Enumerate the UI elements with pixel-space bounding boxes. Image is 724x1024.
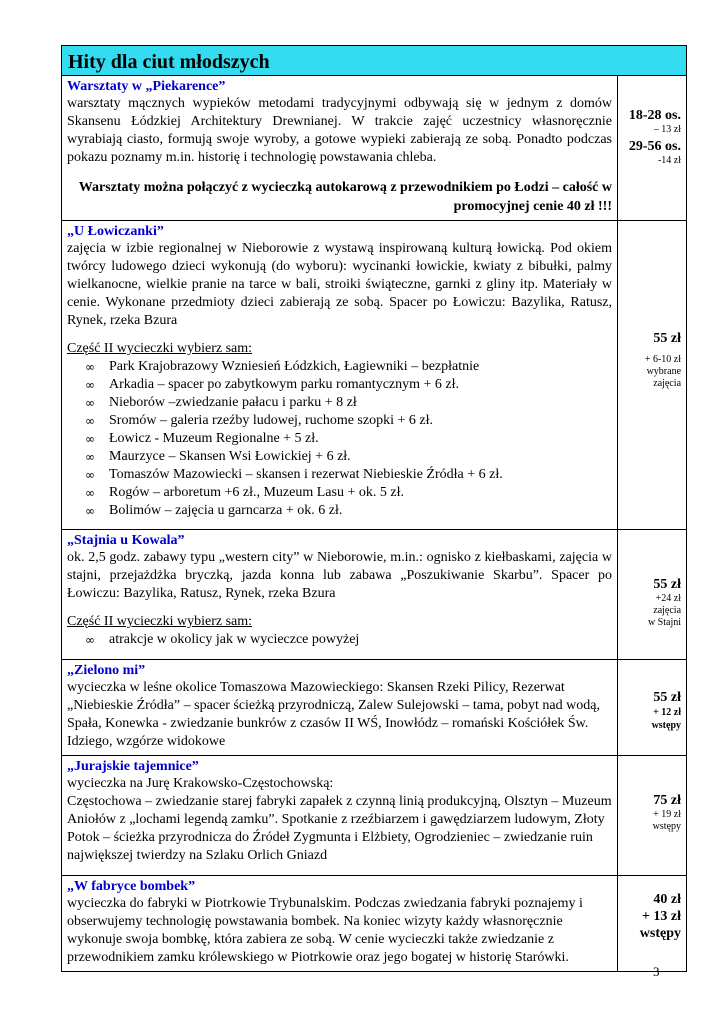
list-item: ∞ Park Krajobrazowy Wzniesień Łódzkich, Łagiewniki – bezpłatnie <box>85 359 480 374</box>
offer-text: wycieczka do fabryki w Piotrkowie Trybunalskim. Podczas zwiedzania fabryki poznajemy i obserwujemy technologię powstawania bombek. Na koniec wizyty każdy własnoręcznie wykonuje swoja bombkę, która zabiera ze sobą. W cenie wycieczki także zwiedzanie z przewodnikiem zamku królewskiego w Piotrkowie oraz jego bogatej w historię Starówki. <box>67 896 583 965</box>
price-line: zajęcia <box>653 605 682 616</box>
list-item: ∞ Tomaszów Mazowiecki – skansen i rezerwat Niebieskie Źródła + 6 zł. <box>85 467 503 482</box>
list-item: ∞ atrakcje w okolicy jak w wycieczce powyżej <box>85 632 360 647</box>
offer-title: „W fabryce bombek” <box>67 879 196 894</box>
offer-description <box>62 660 618 756</box>
bullet-icon: ∞ <box>85 396 95 410</box>
options-heading: Część II wycieczki wybierz sam: <box>67 614 253 629</box>
list-item: ∞ Rogów – arboretum +6 zł., Muzeum Lasu + ok. 5 zł. <box>85 485 404 500</box>
offer-description <box>62 76 618 221</box>
offer-title: „Jurajskie tajemnice” <box>67 759 199 774</box>
list-item: ∞ Sromów – galeria rzeźby ludowej, ruchome szopki + 6 zł. <box>85 413 433 428</box>
bullet-icon: ∞ <box>85 504 95 518</box>
offer-title: „Stajnia u Kowala” <box>67 533 185 548</box>
price-line: 75 zł <box>653 793 682 808</box>
bullet-icon: ∞ <box>85 378 95 392</box>
price-line: – 13 zł <box>653 124 682 135</box>
price-line: 40 zł <box>653 892 682 907</box>
offer-row <box>62 530 687 660</box>
price-line: zajęcia <box>653 378 682 389</box>
price-line: -14 zł <box>657 155 682 166</box>
price-line: 55 zł <box>653 577 682 592</box>
offer-text: ok. 2,5 godz. zabawy typu „western city” w Nieborowie, m.in.: ognisko z kiełbaskami, zajęcia w stajni, przejażdżka bryczką, jazda konna lub zabawa „Poszukiwanie Skarbu”. Spacer po Łowiczu: Bazylika, Ratusz, Rynek, rzeka Bzura <box>67 550 612 601</box>
offer-description <box>62 530 618 660</box>
price-line: +24 zł <box>655 593 682 604</box>
page-number: 3 <box>653 964 660 979</box>
bullet-icon: ∞ <box>85 486 95 500</box>
offer-text: wycieczka na Jurę Krakowsko-Częstochowską: Częstochowa – zwiedzanie starej fabryki zapałek z czynną linią produkcyjną, Olsztyn – Muzeum Aniołów z „lochami legendą zamku”. Spotkanie z rzeźbiarzem i gawędziarzem ludowym, Złoty Potok – ścieżka przyrodnicza do Źródeł Zygmunta i Elżbiety, Ogrodzieniec – zwiedzanie ruin największej twierdzy na Szlaku Orlich Gniazd <box>67 776 612 863</box>
offer-description <box>62 876 618 972</box>
offer-price <box>618 221 687 530</box>
bullet-icon: ∞ <box>85 450 95 464</box>
section-title: Hity dla ciut młodszych <box>62 46 687 76</box>
price-line: 55 zł <box>653 331 682 346</box>
offer-price <box>618 756 687 876</box>
bullet-icon: ∞ <box>85 633 95 647</box>
offer-row <box>62 876 687 972</box>
offer-price <box>618 660 687 756</box>
list-item: ∞ Nieborów –zwiedzanie pałacu i parku + 8 zł <box>85 395 357 410</box>
offer-row <box>62 756 687 876</box>
offer-page <box>61 45 686 972</box>
bullet-icon: ∞ <box>85 432 95 446</box>
price-line: wstępy <box>651 720 682 731</box>
options-heading: Część II wycieczki wybierz sam: <box>67 341 253 356</box>
offer-price <box>618 76 687 221</box>
offer-title: „U Łowiczanki” <box>67 224 164 239</box>
offer-description <box>62 221 618 530</box>
price-line: + 12 zł <box>653 707 682 718</box>
list-item: ∞ Maurzyce – Skansen Wsi Łowickiej + 6 zł. <box>85 449 351 464</box>
list-item: ∞ Bolimów – zajęcia u garncarza + ok. 6 zł. <box>85 503 343 518</box>
price-line: + 6-10 zł <box>644 354 682 365</box>
offer-price <box>618 876 687 972</box>
offer-row <box>62 76 687 221</box>
bullet-icon: ∞ <box>85 360 95 374</box>
price-line: 55 zł <box>653 690 682 705</box>
price-line: 29-56 os. <box>628 139 682 154</box>
offer-price <box>618 530 687 660</box>
offer-text: wycieczka w leśne okolice Tomaszowa Mazowieckiego: Skansen Rzeki Pilicy, Rezerwat „Niebieskie Źródła” – spacer ścieżką przyrodniczą, Zalew Sulejowski – tama, pobyt nad wodą, Spała, Konewka - zwiedzanie bunkrów z czasów II WŚ, Inowłódz – romański Kościółek Św. Idziego, wzgórze widokowe <box>67 680 600 749</box>
bullet-icon: ∞ <box>85 468 95 482</box>
offer-description <box>62 756 618 876</box>
list-item: ∞ Arkadia – spacer po zabytkowym parku romantycznym + 6 zł. <box>85 377 460 392</box>
price-line: w Stajni <box>647 617 682 628</box>
options-list <box>67 358 612 520</box>
offer-text: zajęcia w izbie regionalnej w Nieborowie z wystawą inspirowaną kulturą łowicką. Pod okiem twórcy ludowego dzieci wykonują (do wyboru): wycinanki łowickie, kwiaty z bibułki, palmy wielkanocne, wielkie pranie na tarce w bali, stroiki świąteczne, garnki z gliny itp. Materiały w cenie. Wykonane przedmioty dzieci zabierają ze sobą. Spacer po Łowiczu: Bazylika, Ratusz, Rynek, rzeka Bzura <box>67 241 612 328</box>
offer-title: „Zielono mi” <box>67 663 146 678</box>
price-line: wybrane <box>646 366 682 377</box>
list-item: ∞ Łowicz - Muzeum Regionalne + 5 zł. <box>85 431 319 446</box>
price-line: + 19 zł <box>653 809 682 820</box>
offer-row <box>62 221 687 530</box>
options-list <box>67 631 612 649</box>
price-line: 18-28 os. <box>628 108 682 123</box>
bullet-icon: ∞ <box>85 414 95 428</box>
price-line: + 13 zł <box>641 909 682 924</box>
price-line: wstępy <box>652 821 682 832</box>
offer-title: Warsztaty w „Piekarence” <box>67 79 226 94</box>
offer-promo: Warsztaty można połączyć z wycieczką autokarową z przewodnikiem po Łodzi – całość w promocyjnej cenie 40 zł !!! <box>78 180 612 214</box>
offer-table <box>61 45 687 972</box>
offer-text: warsztaty mącznych wypieków metodami tradycyjnymi odbywają się w jednym z domów Skansenu Łódzkiej Architektury Drewnianej. W trakcie zajęć uczestnicy własnoręcznie wyrabiają ciasto, formują swoje wyroby, a gotowe wypieki zabierają ze sobą. Ponadto podczas pokazu poznamy m.in. historię i technologię powstawania chleba. <box>67 96 612 165</box>
offer-row <box>62 660 687 756</box>
price-line: wstępy <box>639 926 682 941</box>
